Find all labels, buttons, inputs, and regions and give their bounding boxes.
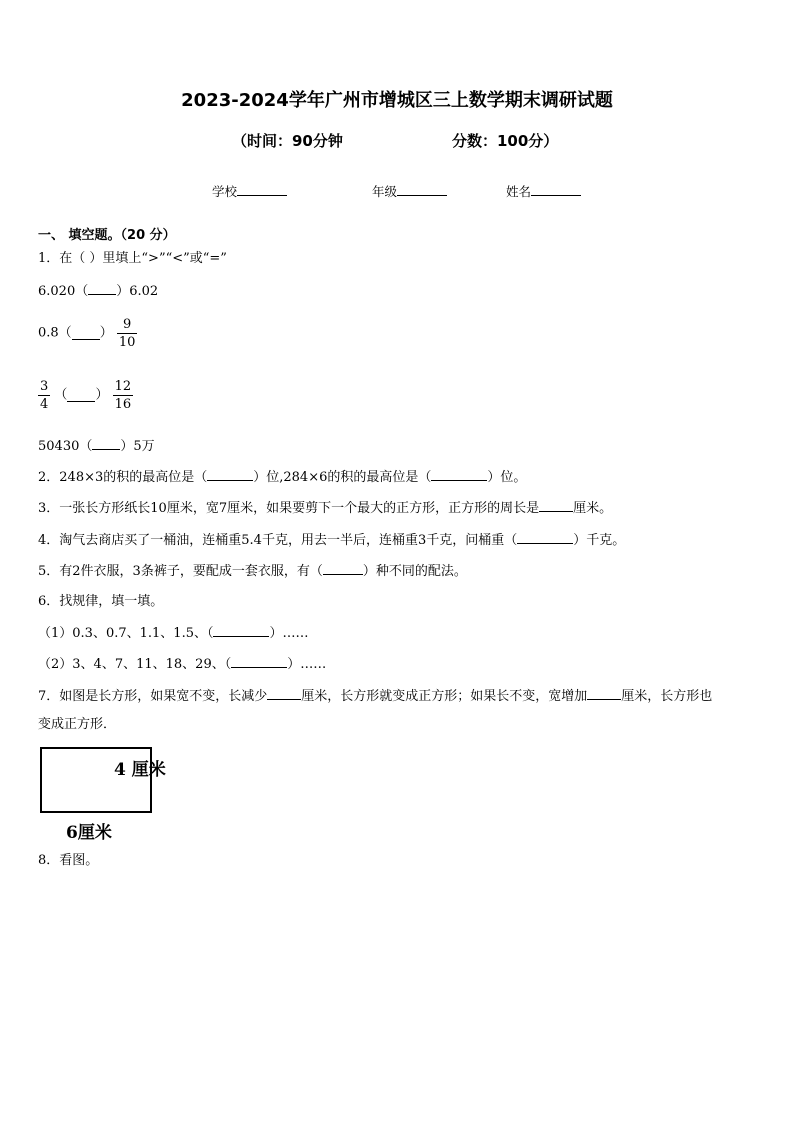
- q1c-numerator-left: 3: [40, 379, 49, 394]
- q1-item-b: [38, 316, 137, 351]
- width-label: 4 厘米: [114, 760, 166, 780]
- q6b-part1: （2）3、4、7、11、18、29、（: [38, 657, 232, 672]
- q3-part1: 3．一张长方形纸长10厘米，宽7厘米，如果要剪下一个最大的正方形，正方形的周长是: [38, 501, 540, 516]
- q4: [38, 531, 625, 550]
- q1b-numerator: 9: [117, 316, 138, 334]
- q2: [38, 468, 526, 487]
- q5-blank[interactable]: [323, 562, 363, 575]
- grade-blank[interactable]: [397, 183, 447, 196]
- q6-item-1: [38, 624, 308, 643]
- q6a-blank[interactable]: [213, 624, 269, 637]
- q6b-blank[interactable]: [231, 655, 287, 668]
- exam-score: 分数：100分）: [452, 132, 559, 150]
- q2-blank-1[interactable]: [207, 468, 253, 481]
- length-label: 6厘米: [66, 823, 112, 843]
- q1d-left: 50430（: [38, 439, 93, 454]
- q4-blank[interactable]: [517, 531, 573, 544]
- page-title: 2023-2024学年广州市增城区三上数学期末调研试题: [181, 90, 613, 111]
- q1-item-a: [38, 282, 158, 301]
- q1b-left: 0.8（: [38, 325, 72, 341]
- q5-part2: ）种不同的配法。: [362, 564, 467, 579]
- q7-part1: 7．如图是长方形，如果宽不变，长减少: [38, 689, 268, 704]
- q3-blank[interactable]: [539, 499, 573, 512]
- q3: [38, 499, 612, 518]
- q4-part1: 4．淘气去商店买了一桶油，连桶重5.4千克，用去一半后，连桶重3千克，问桶重（: [38, 533, 518, 548]
- q1c-mid2: ）: [95, 387, 109, 403]
- q7-line2: 变成正方形．: [38, 717, 117, 732]
- q1d-right: ）5万: [120, 439, 155, 454]
- name-field: [506, 182, 581, 200]
- q6a-part1: （1）0.3、0.7、1.1、1.5、（: [38, 626, 214, 641]
- exam-time: （时间：90分钟: [232, 132, 343, 150]
- q1c-numerator-right: 12: [114, 379, 132, 394]
- q1-stem: 1．在（ ）里填上“>”“<”或“=”: [38, 251, 227, 266]
- grade-label: 年级: [372, 184, 398, 199]
- q1a-left: 6.020（: [38, 284, 89, 299]
- q7-blank-2[interactable]: [587, 687, 621, 700]
- q2-blank-2[interactable]: [431, 468, 487, 481]
- grade-field: [372, 182, 447, 200]
- q2-part1: 2．248×3的积的最高位是（: [38, 470, 208, 485]
- q1a-blank[interactable]: [88, 282, 116, 295]
- q1b-fraction: [117, 316, 138, 351]
- q1b-denominator: 10: [118, 335, 136, 350]
- q6-item-2: [38, 655, 326, 674]
- name-blank[interactable]: [531, 183, 581, 196]
- q1-item-d: [38, 437, 155, 456]
- q7-blank-1[interactable]: [267, 687, 301, 700]
- q1c-denominator-right: 16: [114, 397, 132, 412]
- school-label: 学校: [212, 184, 238, 199]
- q2-part2: ）位,284×6的积的最高位是（: [253, 470, 432, 485]
- q1a-right: ）6.02: [116, 284, 159, 299]
- q8-stem: 8．看图。: [38, 853, 99, 868]
- name-label: 姓名: [506, 184, 532, 199]
- q6a-part2: ）……: [269, 626, 309, 641]
- q5: [38, 562, 467, 581]
- section-heading: 一、 填空题。（20 分）: [38, 228, 176, 243]
- school-field: [212, 182, 287, 200]
- q6b-part2: ）……: [287, 657, 327, 672]
- q1c-mid: （: [54, 387, 68, 403]
- q4-part2: ）千克。: [573, 533, 626, 548]
- q1b-blank[interactable]: [72, 327, 100, 340]
- q1c-fraction-left: [38, 378, 50, 413]
- q1b-right: ）: [99, 325, 113, 341]
- q7-line1: [38, 687, 712, 706]
- q2-part3: ）位。: [487, 470, 527, 485]
- q3-part2: 厘米。: [573, 501, 613, 516]
- q5-part1: 5．有2件衣服，3条裤子，要配成一套衣服，有（: [38, 564, 323, 579]
- school-blank[interactable]: [237, 183, 287, 196]
- q7-part3: 厘米，长方形也: [621, 689, 713, 704]
- q1c-fraction-right: [113, 378, 134, 413]
- q1c-denominator-left: 4: [40, 397, 49, 412]
- q1-item-c: [38, 378, 133, 413]
- q6-stem: 6．找规律，填一填。: [38, 594, 164, 609]
- q1d-blank[interactable]: [92, 437, 120, 450]
- q1c-blank[interactable]: [67, 389, 95, 402]
- q7-part2: 厘米，长方形就变成正方形；如果长不变，宽增加: [301, 689, 588, 704]
